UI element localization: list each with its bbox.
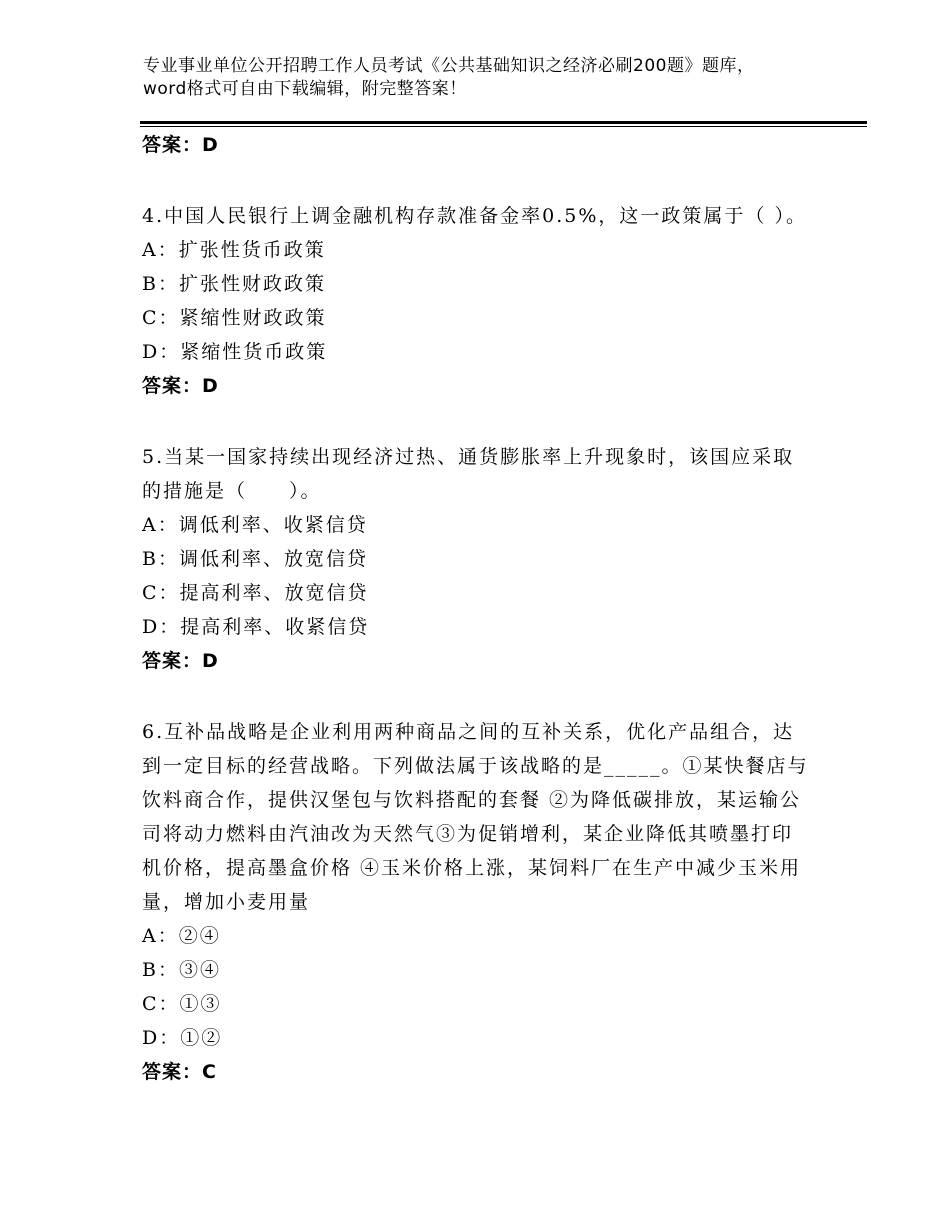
option-c: C：①③ bbox=[142, 993, 222, 1015]
question-6 bbox=[142, 715, 812, 1089]
question-5 bbox=[142, 440, 812, 678]
option-b: B：③④ bbox=[142, 959, 221, 981]
option-c: C：紧缩性财政政策 bbox=[142, 307, 327, 329]
option-d: D：提高利率、收紧信贷 bbox=[142, 616, 370, 638]
answer-label: 答案：D bbox=[142, 650, 219, 672]
option-a: A：②④ bbox=[142, 925, 221, 947]
question-stem: 6.互补品战略是企业利用两种商品之间的互补关系，优化产品组合，达到一定目标的经营战略。下列做法属于该战略的是_____。①某快餐店与饮料商合作，提供汉堡包与饮料搭配的套餐 ②为降低碳排放，某运输公司将动力燃料由汽油改为天然气③为促销增利，某企业降低其喷墨打印机价格，提高墨盒价格 ④玉米价格上涨，某饲料厂在生产中减少玉米用量，增加小麦用量 bbox=[142, 721, 809, 913]
answer-label: 答案：C bbox=[142, 1061, 217, 1083]
option-d: D：①② bbox=[142, 1027, 223, 1049]
option-a: A：调低利率、收紧信贷 bbox=[142, 514, 368, 536]
question-4 bbox=[142, 199, 812, 403]
document-header: 专业事业单位公开招聘工作人员考试《公共基础知识之经济必刷200题》题库，word格式可自由下载编辑，附完整答案！ bbox=[143, 56, 755, 99]
option-b: B：扩张性财政政策 bbox=[142, 273, 326, 295]
question-stem: 4.中国人民银行上调金融机构存款准备金率0.5%，这一政策属于（ ）。 bbox=[142, 205, 807, 227]
answer-label: 答案：D bbox=[142, 134, 219, 156]
answer-label: 答案：D bbox=[142, 375, 219, 397]
question-stem: 5.当某一国家持续出现经济过热、通货膨胀率上升现象时，该国应采取的措施是（ ）。 bbox=[142, 446, 795, 502]
question-list bbox=[142, 128, 812, 1089]
option-b: B：调低利率、放宽信贷 bbox=[142, 548, 368, 570]
option-c: C：提高利率、放宽信贷 bbox=[142, 582, 369, 604]
header-rule-thick bbox=[140, 121, 867, 124]
option-a: A：扩张性货币政策 bbox=[142, 239, 326, 261]
header-rule-thin bbox=[140, 126, 867, 127]
option-d: D：紧缩性货币政策 bbox=[142, 341, 328, 363]
